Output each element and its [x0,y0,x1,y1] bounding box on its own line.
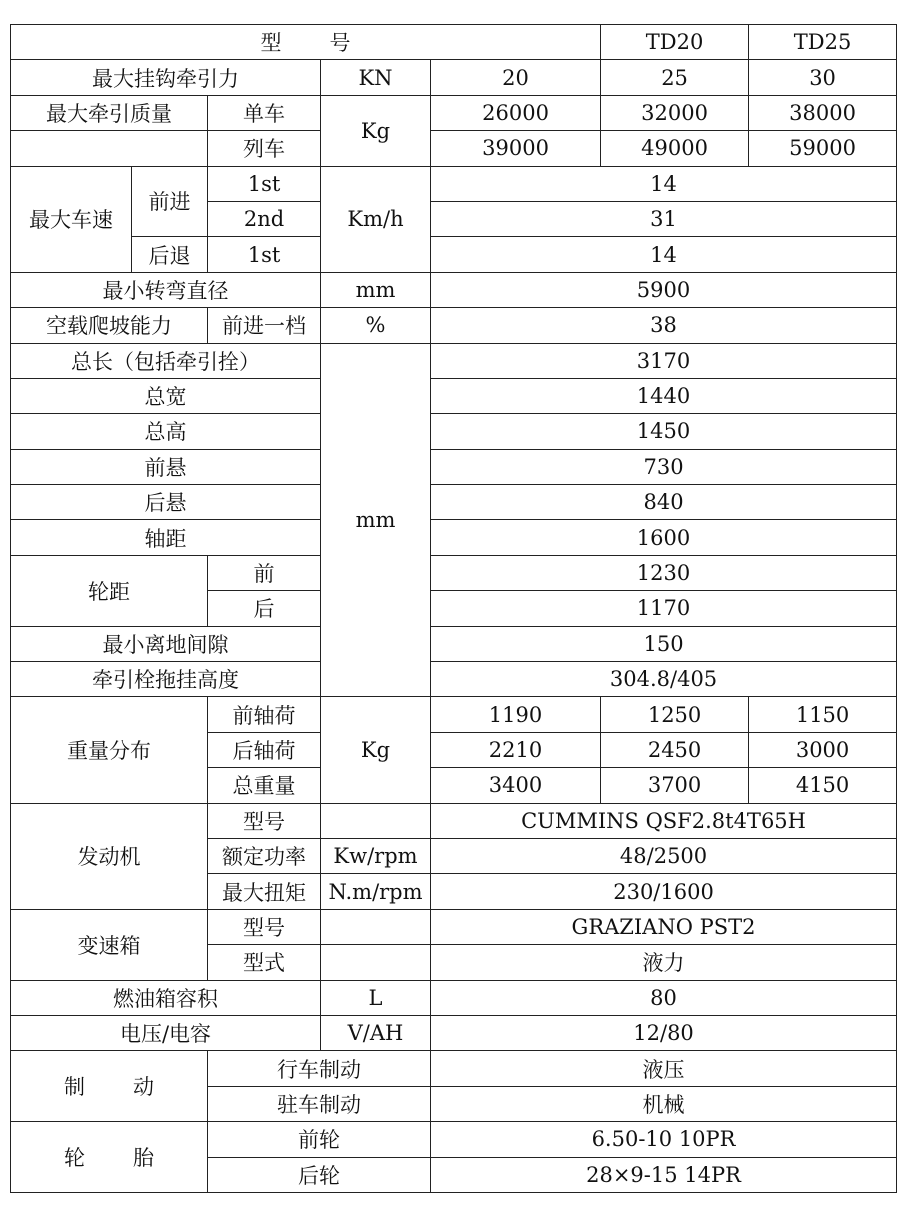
weight-rear-td25: 2450 [601,732,749,767]
fuel-tank-value: 80 [431,980,897,1015]
speed-rev1-row [11,237,897,272]
brake-service-value: 液压 [431,1051,897,1086]
tow-mass-train-row [11,131,897,166]
wheelbase-row [11,520,897,555]
speed-fwd2-value: 31 [431,201,897,236]
tire-front-value: 6.50-10 10PR [431,1122,897,1157]
fuel-tank-row [11,980,897,1015]
ground-clearance-label: 最小离地间隙 [11,626,321,661]
hook-pull-label: 最大挂钩牵引力 [11,60,321,95]
transmission-model-label: 型号 [208,909,321,944]
track-front-row [11,555,897,590]
dimensions-unit: mm [321,343,431,697]
electrical-label: 电压/电容 [11,1015,321,1050]
hook-pull-unit: KN [321,60,431,95]
tire-front-row [11,1122,897,1157]
front-overhang-row [11,449,897,484]
tow-mass-single-td25: 32000 [601,95,749,130]
weight-front-td25: 1250 [601,697,749,732]
track-label: 轮距 [11,555,208,626]
front-overhang-label: 前悬 [11,449,321,484]
tow-mass-blank [11,131,208,166]
engine-torque-unit: N.m/rpm [321,874,431,909]
tow-mass-unit: Kg [321,95,431,166]
engine-torque-label: 最大扭矩 [208,874,321,909]
engine-model-row [11,803,897,838]
max-speed-unit: Km/h [321,166,431,272]
max-speed-label: 最大车速 [11,166,132,272]
hook-pull-td30: 30 [749,60,897,95]
electrical-unit: V/AH [321,1015,431,1050]
tow-mass-single-label: 单车 [208,95,321,130]
height-row [11,414,897,449]
hook-pull-row [11,60,897,95]
electrical-row [11,1015,897,1050]
track-front-label: 前 [208,555,321,590]
weight-label: 重量分布 [11,697,208,803]
wheelbase-label: 轴距 [11,520,321,555]
tow-mass-train-label: 列车 [208,131,321,166]
fuel-tank-unit: L [321,980,431,1015]
track-rear-label: 后 [208,591,321,626]
tow-mass-single-td20: 26000 [431,95,601,130]
turn-diameter-label: 最小转弯直径 [11,272,321,307]
tow-mass-train-td30: 59000 [749,131,897,166]
climb-sub-label: 前进一档 [208,308,321,343]
track-front-value: 1230 [431,555,897,590]
ground-clearance-row [11,626,897,661]
tow-mass-train-td25: 49000 [601,131,749,166]
weight-front-label: 前轴荷 [208,697,321,732]
tow-mass-single-td30: 38000 [749,95,897,130]
brake-label: 制 动 [11,1051,208,1122]
wheelbase-value: 1600 [431,520,897,555]
track-rear-value: 1170 [431,591,897,626]
width-value: 1440 [431,378,897,413]
speed-reverse-label: 后退 [132,237,208,272]
weight-unit: Kg [321,697,431,803]
weight-front-row [11,697,897,732]
brake-service-label: 行车制动 [208,1051,431,1086]
transmission-type-value: 液力 [431,945,897,980]
header-row [11,25,897,60]
brake-service-row [11,1051,897,1086]
model-header-label: 型 号 [11,25,601,60]
hook-pull-td20: 20 [431,60,601,95]
engine-power-unit: Kw/rpm [321,838,431,873]
engine-model-unit [321,803,431,838]
transmission-type-label: 型式 [208,945,321,980]
engine-torque-value: 230/1600 [431,874,897,909]
brake-parking-value: 机械 [431,1086,897,1121]
tow-mass-train-td20: 39000 [431,131,601,166]
climb-value: 38 [431,308,897,343]
tire-rear-value: 28×9-15 14PR [431,1157,897,1192]
weight-rear-td20: 2210 [431,732,601,767]
engine-label: 发动机 [11,803,208,909]
hitch-height-row [11,662,897,697]
rear-overhang-row [11,485,897,520]
weight-total-label: 总重量 [208,768,321,803]
engine-power-label: 额定功率 [208,838,321,873]
height-label: 总高 [11,414,321,449]
tow-mass-label: 最大牵引质量 [11,95,208,130]
rear-overhang-label: 后悬 [11,485,321,520]
turn-diameter-unit: mm [321,272,431,307]
weight-rear-td30: 3000 [749,732,897,767]
speed-fwd2-gear: 2nd [208,201,321,236]
transmission-model-value: GRAZIANO PST2 [431,909,897,944]
weight-total-td30: 4150 [749,768,897,803]
weight-total-td20: 3400 [431,768,601,803]
fuel-tank-label: 燃油箱容积 [11,980,321,1015]
weight-total-td25: 3700 [601,768,749,803]
transmission-model-unit [321,909,431,944]
length-value: 3170 [431,343,897,378]
tire-rear-label: 后轮 [208,1157,431,1192]
transmission-label: 变速箱 [11,909,208,980]
speed-rev1-gear: 1st [208,237,321,272]
engine-model-value: CUMMINS QSF2.8t4T65H [431,803,897,838]
model-td25: TD25 [749,25,897,60]
front-overhang-value: 730 [431,449,897,484]
climb-unit: % [321,308,431,343]
weight-rear-label: 后轴荷 [208,732,321,767]
hitch-height-label: 牵引栓拖挂高度 [11,662,321,697]
speed-fwd1-row [11,166,897,201]
speed-fwd1-gear: 1st [208,166,321,201]
turn-diameter-row [11,272,897,307]
hook-pull-td25: 25 [601,60,749,95]
ground-clearance-value: 150 [431,626,897,661]
speed-rev1-value: 14 [431,237,897,272]
electrical-value: 12/80 [431,1015,897,1050]
transmission-type-unit [321,945,431,980]
climb-label: 空载爬坡能力 [11,308,208,343]
model-td20: TD20 [601,25,749,60]
speed-fwd1-value: 14 [431,166,897,201]
engine-model-label: 型号 [208,803,321,838]
tow-mass-single-row [11,95,897,130]
turn-diameter-value: 5900 [431,272,897,307]
width-row [11,378,897,413]
speed-forward-label: 前进 [132,166,208,237]
transmission-model-row [11,909,897,944]
spec-table [10,24,897,1193]
tire-label: 轮 胎 [11,1122,208,1193]
weight-front-td30: 1150 [749,697,897,732]
climb-row [11,308,897,343]
width-label: 总宽 [11,378,321,413]
engine-power-value: 48/2500 [431,838,897,873]
rear-overhang-value: 840 [431,485,897,520]
hitch-height-value: 304.8/405 [431,662,897,697]
tire-front-label: 前轮 [208,1122,431,1157]
brake-parking-label: 驻车制动 [208,1086,431,1121]
weight-front-td20: 1190 [431,697,601,732]
length-row [11,343,897,378]
length-label: 总长（包括牵引拴） [11,343,321,378]
height-value: 1450 [431,414,897,449]
